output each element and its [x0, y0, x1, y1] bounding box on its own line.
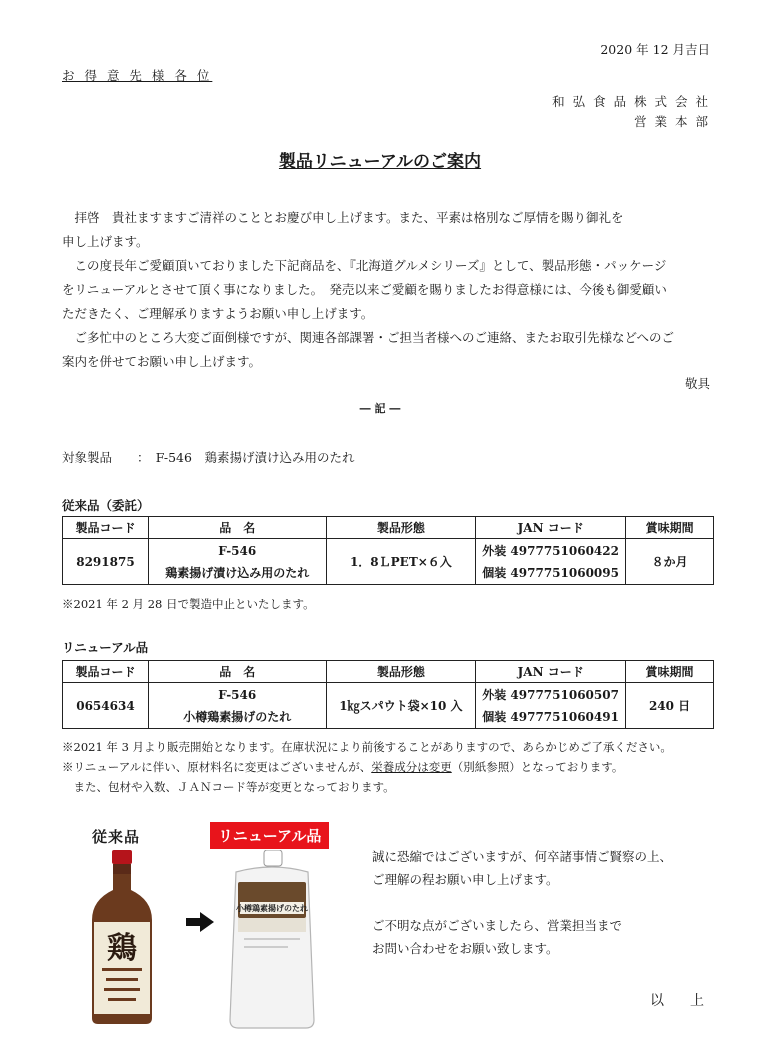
- header-form: 製品形態: [326, 517, 476, 539]
- new-pouch-image: [224, 850, 320, 1030]
- header-shelf-life: 賞味期間: [626, 517, 714, 539]
- note-ingredients: ※リニューアルに伴い、原材料名に変更はございませんが、栄養成分は変更（別紙参照）となっております。: [62, 760, 624, 774]
- body-line: 案内を併せてお願い申し上げます。: [62, 354, 262, 369]
- body-text: [62, 206, 712, 374]
- table-row: [63, 683, 714, 729]
- product-form: 1．8ＬPET×６入: [326, 539, 476, 585]
- document-title: 製品リニューアルのご案内: [278, 152, 482, 172]
- header-form: 製品形態: [326, 661, 476, 683]
- product-code: 0654634: [63, 683, 149, 729]
- body-line: ただきたく、ご理解承りますようお願い申し上げます。: [62, 306, 374, 321]
- target-product: 対象製品 ： F-546 鶏素揚げ漬け込み用のたれ: [62, 450, 355, 465]
- end-mark: 以 上: [650, 993, 710, 1009]
- old-product-image-label: 従来品: [92, 828, 141, 846]
- product-name: F-546 鶏素揚げ漬け込み用のたれ: [148, 539, 326, 585]
- header-shelf-life: 賞味期間: [626, 661, 714, 683]
- jan-codes: 外装 4977751060507 個装 4977751060491: [476, 683, 626, 729]
- header-jan: JAN コード: [476, 517, 626, 539]
- header-name: 品 名: [148, 517, 326, 539]
- old-product-note: ※2021 年 2 月 28 日で製造中止といたします。: [62, 597, 315, 611]
- body-line: をリニューアルとさせて頂く事になりました。 発売以来ご愛顧を賜りましたお得意様には、今後も御愛顧い: [62, 282, 667, 297]
- body-line: 拝啓 貴社ますますご清祥のこととお慶び申し上げます。また、平素は格別なご厚情を賜り御礼を: [62, 210, 624, 225]
- document-date: 2020 年 12 月吉日: [600, 42, 710, 57]
- body-line: 申し上げます。: [62, 234, 149, 249]
- header-code: 製品コード: [63, 661, 149, 683]
- department-name: 営 業 本 部: [634, 114, 710, 129]
- product-code: 8291875: [63, 539, 149, 585]
- old-bottle-image: [82, 850, 162, 1025]
- closing-message-1: 誠に恐縮ではございますが、何卒諸事情ご賢察の上、 ご理解の程お願い申し上げます。: [372, 849, 673, 887]
- jan-codes: 外装 4977751060422 個装 4977751060095: [476, 539, 626, 585]
- old-product-table: [62, 516, 714, 585]
- new-product-image-label: リニューアル品: [210, 822, 329, 849]
- note-packaging: また、包材や入数、ＪＡＮコード等が変更となっております。: [62, 780, 395, 794]
- body-line: ご多忙中のところ大変ご面倒様ですが、関連各部課署・ご担当者様へのご連絡、またお取引先様などへのご: [62, 330, 675, 345]
- table-row: [63, 539, 714, 585]
- ki-heading: ― 記 ―: [359, 402, 401, 415]
- recipient: お 得 意 先 様 各 位: [62, 68, 213, 83]
- arrow-right-icon: [186, 912, 214, 932]
- product-form: 1㎏スパウト袋×10 入: [326, 683, 476, 729]
- note-release: ※2021 年 3 月より販売開始となります。在庫状況により前後することがありますので、あらかじめご了承ください。: [62, 740, 672, 754]
- product-name: F-546 小樽鶏素揚げのたれ: [148, 683, 326, 729]
- closing-message-2: ご不明な点がございましたら、営業担当まで お問い合わせをお願い致します。: [372, 918, 623, 956]
- new-product-table: [62, 660, 714, 729]
- closing-keigu: 敬具: [684, 376, 710, 391]
- company-name: 和 弘 食 品 株 式 会 社: [552, 94, 710, 109]
- shelf-life: ８か月: [626, 539, 714, 585]
- header-jan: JAN コード: [476, 661, 626, 683]
- svg-text:鶏: 鶏: [107, 931, 137, 966]
- svg-text:小樽鶏素揚げのたれ: 小樽鶏素揚げのたれ: [236, 904, 308, 913]
- old-product-label: 従来品（委託）: [62, 498, 150, 513]
- header-name: 品 名: [148, 661, 326, 683]
- body-line: この度長年ご愛顧頂いておりました下記商品を、『北海道グルメシリーズ』として、製品形態・パッケージ: [62, 258, 667, 273]
- shelf-life: 240 日: [626, 683, 714, 729]
- table-header-row: [63, 661, 714, 683]
- new-product-label: リニューアル品: [62, 640, 149, 655]
- table-header-row: [63, 517, 714, 539]
- header-code: 製品コード: [63, 517, 149, 539]
